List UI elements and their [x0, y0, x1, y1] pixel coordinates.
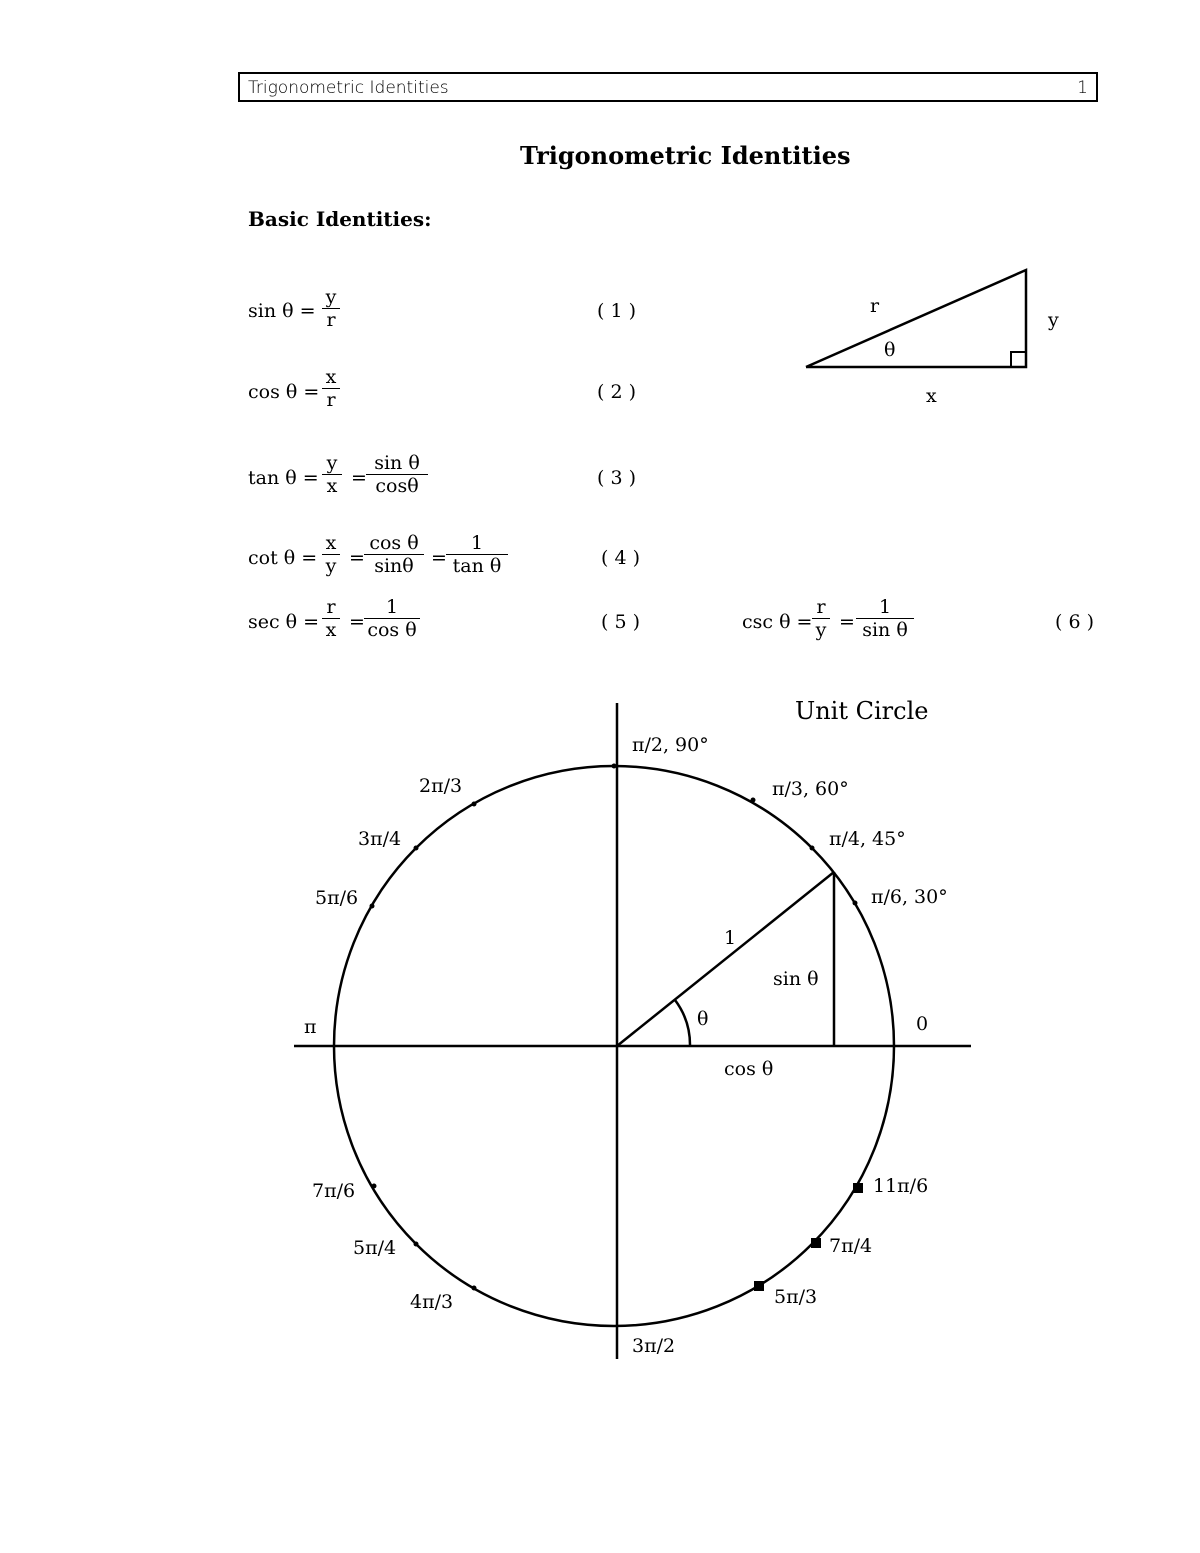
angle-label-0: 0 [916, 1013, 929, 1035]
triangle-outline [806, 270, 1026, 367]
document-title: Trigonometric Identities [520, 141, 851, 170]
cot-numerator-3: 1 [470, 532, 484, 554]
tick-30 [853, 901, 858, 906]
angle-label-270: 3π/2 [632, 1335, 676, 1357]
section-heading: Basic Identities: [248, 207, 432, 231]
eq-number-1: ( 1 ) [597, 300, 636, 322]
cot-denominator-2: sinθ [374, 555, 414, 577]
angle-label-45: π/4, 45° [829, 828, 906, 850]
tan-denominator-1: x [326, 475, 338, 497]
sec-equals: = [349, 611, 365, 633]
angle-label-300: 5π/3 [774, 1286, 818, 1308]
csc-equals: = [839, 611, 855, 633]
tan-denominator-2: cosθ [375, 475, 419, 497]
angle-label-30: π/6, 30° [871, 886, 948, 908]
tick-135 [414, 846, 419, 851]
eq-number-5: ( 5 ) [601, 611, 640, 633]
csc-denominator-2: sin θ [862, 619, 908, 641]
tick-210 [372, 1184, 377, 1189]
angle-label-240: 4π/3 [410, 1291, 454, 1313]
cot-numerator-2: cos θ [369, 532, 419, 554]
tan-numerator-2: sin θ [374, 452, 420, 474]
sec-lhs: sec θ = [248, 611, 320, 633]
eq-number-4: ( 4 ) [601, 547, 640, 569]
tick-225 [414, 1242, 419, 1247]
marker-315 [811, 1238, 821, 1248]
cot-equals-1: = [349, 547, 365, 569]
csc-lhs: csc θ = [742, 611, 813, 633]
sin-theta-label: sin θ [773, 968, 819, 990]
right-angle-marker [1011, 352, 1026, 367]
sec-numerator-1: r [326, 596, 336, 618]
angle-label-330: 11π/6 [873, 1175, 929, 1197]
right-triangle [806, 270, 1026, 367]
marker-300 [754, 1281, 764, 1291]
csc-numerator-1: r [816, 596, 826, 618]
angle-label-120: 2π/3 [419, 775, 463, 797]
angle-label-180: π [304, 1016, 317, 1038]
eq-number-2: ( 2 ) [597, 381, 636, 403]
tick-60 [751, 798, 756, 803]
cot-lhs: cot θ = [248, 547, 318, 569]
csc-numerator-2: 1 [878, 596, 892, 618]
sec-denominator-2: cos θ [367, 619, 417, 641]
tan-equals: = [351, 467, 367, 489]
angle-arc [675, 1000, 690, 1046]
triangle-adjacent-label: x [926, 385, 937, 407]
cot-denominator-1: y [325, 555, 337, 577]
cot-equals-2: = [431, 547, 447, 569]
eq-number-6: ( 6 ) [1055, 611, 1094, 633]
page-number: 1 [1077, 78, 1088, 98]
cos-theta-label: cos θ [724, 1058, 774, 1080]
unit-circle-title: Unit Circle [795, 697, 929, 725]
radius-line [617, 872, 834, 1046]
header-title: Trigonometric Identities [248, 78, 449, 98]
marker-330 [853, 1183, 863, 1193]
cos-lhs: cos θ = [248, 381, 320, 403]
tick-90 [612, 764, 617, 769]
triangle-opposite-label: y [1048, 309, 1059, 331]
csc-denominator-1: y [815, 619, 827, 641]
angle-label-150: 5π/6 [315, 887, 359, 909]
sin-denominator: r [326, 309, 336, 331]
cos-numerator: x [325, 366, 337, 388]
tan-lhs: tan θ = [248, 467, 319, 489]
eq-number-3: ( 3 ) [597, 467, 636, 489]
theta-label: θ [697, 1008, 709, 1030]
sec-denominator-1: x [325, 619, 337, 641]
sin-lhs: sin θ = [248, 300, 316, 322]
tick-150 [370, 904, 375, 909]
triangle-hypotenuse-label: r [870, 295, 880, 317]
triangle-angle-label: θ [884, 339, 896, 361]
tick-120 [472, 802, 477, 807]
tick-240 [472, 1286, 477, 1291]
angle-label-90: π/2, 90° [632, 734, 709, 756]
cos-denominator: r [326, 389, 336, 411]
angle-label-225: 5π/4 [353, 1237, 397, 1259]
tick-45 [810, 846, 815, 851]
angle-label-60: π/3, 60° [772, 778, 849, 800]
cot-denominator-3: tan θ [452, 555, 502, 577]
cot-numerator-1: x [325, 532, 337, 554]
sec-numerator-2: 1 [385, 596, 399, 618]
tan-numerator-1: y [326, 452, 338, 474]
radius-label: 1 [724, 927, 737, 949]
angle-label-210: 7π/6 [312, 1180, 356, 1202]
angle-label-135: 3π/4 [358, 828, 402, 850]
angle-label-315: 7π/4 [829, 1235, 873, 1257]
sin-numerator: y [325, 286, 337, 308]
